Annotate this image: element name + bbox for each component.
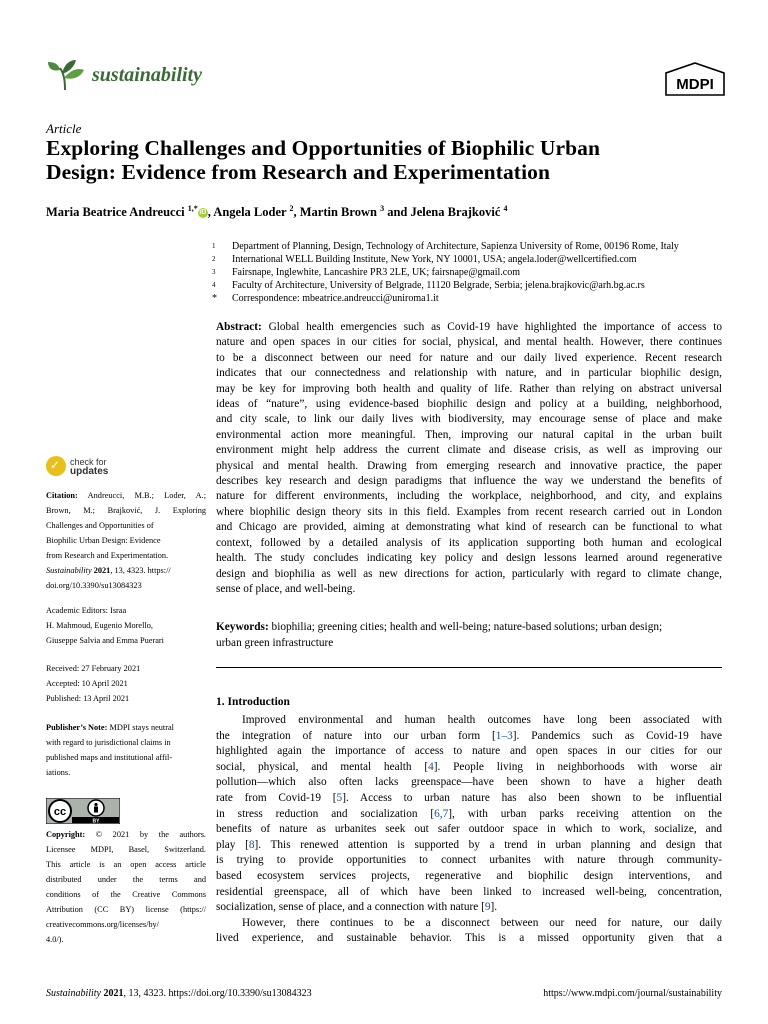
- body-text: ], with urban parks receiving attention on the: [448, 807, 722, 820]
- author-name[interactable]: Maria Beatrice Andreucci: [46, 205, 185, 220]
- copyright-label: Copyright:: [46, 830, 86, 839]
- reference-link[interactable]: 6,7: [434, 807, 449, 820]
- body-line: [216, 900, 722, 916]
- mdpi-logo-icon: [664, 62, 726, 96]
- copyright-line: [46, 827, 206, 842]
- body-text: ].: [490, 901, 498, 914]
- editors-line: H. Mahmoud, Eugenio Morello,: [46, 621, 153, 630]
- citation-block: [46, 488, 206, 593]
- body-line: Improved environmental and human health outcomes have long been associated with: [242, 714, 722, 726]
- editors-line: Giuseppe Salvia and Emma Puerari: [46, 636, 164, 645]
- body-line: [216, 791, 722, 807]
- editors-line: Academic Editors: Israa: [46, 606, 127, 615]
- abstract-line: [216, 320, 722, 335]
- abstract-line: environment might help address the current climate and disease crisis, as well as improving our: [216, 444, 722, 457]
- affiliation-item: [212, 253, 732, 266]
- affiliation-text: Fairsnape, Inglewhite, Lancashire PR3 2LE, UK; fairsnape@gmail.com: [232, 267, 521, 278]
- keywords-line: [216, 619, 722, 635]
- accepted-date: Accepted: 10 April 2021: [46, 679, 128, 688]
- body-line: pollution—which also often lacks greenspace—have been shown to have a higher death: [216, 776, 722, 789]
- note-line: with regard to jurisdictional claims in: [46, 738, 171, 747]
- copyright-line: 4.0/).: [46, 935, 64, 944]
- title-line: Design: Evidence from Research and Experimentation: [46, 160, 551, 184]
- copyright-line: conditions of the Creative Commons: [46, 890, 206, 899]
- keywords-line: urban green infrastructure: [216, 637, 334, 649]
- orcid-icon[interactable]: iD: [199, 209, 207, 217]
- mdpi-logo-text: MDPI: [676, 76, 714, 93]
- body-line: based ecosystem services projects, regenerative and biophilic design interventions, and: [216, 869, 722, 882]
- citation-text: Andreucci, M.B.; Loder, A.;: [77, 491, 206, 500]
- citation-journal: Sustainability: [46, 566, 92, 575]
- copyright-text: © 2021 by the authors.: [85, 830, 206, 839]
- author-name[interactable]: and Jelena Brajković: [384, 205, 501, 220]
- author-affiliation: 2: [289, 204, 294, 213]
- keywords: [216, 619, 722, 651]
- abstract-line: and city scale, to link our daily lives with biodiversity, may encourage sense of place and make: [216, 413, 722, 426]
- abstract-line: design and biophilia as well as new directions for action, particularly with regard to climate change,: [216, 567, 722, 580]
- citation-line: Challenges and Opportunities of: [46, 521, 154, 530]
- publisher-note: [46, 720, 206, 780]
- abstract-line: physical and mental health. Drawing from emerging research and innovative practice, the paper: [216, 459, 722, 472]
- note-line: iations.: [46, 768, 71, 777]
- copyright-line: This article is an open access article: [46, 860, 206, 869]
- keywords-label: Keywords:: [216, 621, 269, 633]
- abstract-text: Global health emergencies such as Covid-19 have highlighted the importance of access to: [261, 321, 722, 333]
- paper-title: [46, 136, 736, 184]
- title-line: Exploring Challenges and Opportunities of Biophilic Urban: [46, 136, 601, 160]
- body-text: ]. This renewed attention is supported by a trend in urban planning and design that: [254, 838, 722, 851]
- abstract-label: Abstract:: [216, 321, 262, 333]
- citation-line: from Research and Experimentation.: [46, 551, 169, 560]
- abstract-line: where biophilic design theory sits in this field. Examples from recent research carried out in London: [216, 505, 722, 518]
- author-affiliation: 4: [503, 204, 508, 213]
- affiliation-item: [212, 279, 732, 292]
- body-text: ]. Pandemics such as Covid-19 have: [512, 729, 722, 742]
- by-badge-text: BY: [92, 818, 100, 824]
- body-text: ]. People living in neighborhoods with worse air: [433, 760, 722, 773]
- body-line: lived experience, and sustainable behavior. This is a missed opportunity given that a: [216, 932, 722, 945]
- affiliation-number: *: [212, 293, 217, 304]
- citation-doi-link[interactable]: doi.org/10.3390/su13084323: [46, 581, 142, 590]
- affiliation-item: [212, 292, 732, 305]
- body-text: the integration of nature into our urban form [: [216, 729, 496, 742]
- section-divider: [216, 667, 722, 668]
- body-line: highlighted again the importance of access to nature and open spaces in our cities for our: [216, 745, 722, 758]
- abstract-line: environmental action more meaningful. Then, improving our natural capital in the urban built: [216, 428, 722, 441]
- affiliation-text: Faculty of Architecture, University of Belgrade, 11120 Belgrade, Serbia; jelena.brajkovic@arh.bg.ac.rs: [232, 280, 645, 291]
- footer-journal-url[interactable]: https://www.mdpi.com/journal/sustainability: [543, 988, 722, 999]
- affiliation-text: Department of Planning, Design, Technology of Architecture, Sapienza University of Rome, 00196 Rome, Italy: [232, 241, 679, 252]
- keywords-text: biophilia; greening cities; health and well-being; nature-based solutions; urban design;: [268, 621, 663, 633]
- cc-by-license-icon[interactable]: [46, 798, 120, 824]
- citation-line: [46, 488, 206, 503]
- copyright-line: Attribution (CC BY) license (https://: [46, 905, 206, 914]
- affiliation-number: 3: [212, 268, 216, 276]
- note-text: MDPI stays neutral: [107, 723, 174, 732]
- affiliation-item: [212, 240, 732, 253]
- note-line: published maps and institutional affil-: [46, 753, 173, 762]
- body-line: benefits of nature as urbanites seek out safer outdoor space in which to work, socialize, and: [216, 823, 722, 836]
- reference-link[interactable]: 1–3: [495, 729, 513, 742]
- abstract-line: context, followed by a detailed analysis of its application supporting both human and ecological: [216, 536, 722, 549]
- author-name[interactable]: , Martin Brown: [293, 205, 377, 220]
- body-line: [216, 729, 722, 745]
- citation-line: Brown, M.; Brajković, J. Exploring: [46, 506, 206, 515]
- journal-name: sustainability: [92, 64, 203, 86]
- body-line: is trying to provide opportunities to connect urbanites with nature through community-: [216, 854, 722, 867]
- reference-link[interactable]: 5: [336, 791, 343, 804]
- abstract-line: describes key research and design paradigms that influence the way we understand the benefits of: [216, 475, 722, 488]
- footer-journal: Sustainability: [46, 988, 101, 999]
- body-line: However, there continues to be a disconnect between our need for nature, our daily: [242, 916, 722, 929]
- citation-line: [46, 563, 206, 578]
- journal-logo-icon: [46, 58, 86, 92]
- abstract: [216, 320, 722, 597]
- abstract-line: sense of place, and well-being.: [216, 582, 356, 595]
- abstract-line: indicates that our connectedness and relationship with nature, and in particular biophilic design,: [216, 367, 722, 380]
- body-line: [216, 838, 722, 854]
- reference-link[interactable]: 4: [428, 760, 434, 773]
- footer-doi[interactable]: , 13, 4323. https://doi.org/10.3390/su13084323: [123, 988, 312, 999]
- check-updates-icon: ✓: [46, 456, 66, 476]
- check-updates-text: updates: [70, 466, 109, 477]
- publication-dates: [46, 661, 206, 706]
- copyright-line: distributed under the terms and: [46, 875, 206, 884]
- affiliation-item: [212, 266, 732, 279]
- academic-editors: [46, 603, 206, 648]
- citation-year: 2021: [91, 566, 111, 575]
- copyright-line: Licensee MDPI, Basel, Switzerland.: [46, 845, 206, 854]
- correspondence-text[interactable]: Correspondence: mbeatrice.andreucci@uniroma1.it: [232, 293, 439, 304]
- abstract-line: to be a disconnect between our need for nature and our daily lived experience. Recent research: [216, 351, 722, 364]
- check-for-updates-badge[interactable]: [46, 456, 126, 480]
- note-line: [46, 720, 206, 735]
- citation-line: Biophilic Urban Design: Evidence: [46, 536, 161, 545]
- citation-text: , 13, 4323. https://: [110, 566, 171, 575]
- author-affiliation: 3: [380, 204, 385, 213]
- section-heading: 1. Introduction: [216, 696, 290, 708]
- abstract-line: and Chicago are provided, aiming at demonstrating what kind of research can be functional to what: [216, 521, 722, 534]
- affiliation-number: 4: [212, 281, 216, 289]
- affiliation-number: 2: [212, 255, 216, 263]
- license-link[interactable]: creativecommons.org/licenses/by/: [46, 920, 159, 929]
- article-type: Article: [46, 121, 82, 136]
- affiliations: [212, 240, 732, 305]
- abstract-line: nature for different environments, including the workplace, neighborhood, and city, and explains: [216, 490, 722, 503]
- body-line: [216, 760, 722, 776]
- body-line: residential greenspace, all of which have been linked to increased well-being, concentration,: [216, 885, 722, 898]
- body-text: play [: [216, 838, 249, 851]
- citation-label: Citation:: [46, 491, 78, 500]
- abstract-line: ideas of “nature”, using evidence-based biophilic design and policy at a building, neighborhood,: [216, 398, 722, 411]
- body-text: socialization, sense of place, and a connection with nature [: [216, 901, 485, 914]
- body-text: social, physical, and mental health [: [216, 760, 429, 773]
- note-label: Publisher’s Note:: [46, 723, 108, 732]
- introduction-body: [216, 713, 722, 947]
- abstract-line: nature and open spaces in our cities for social, physical, and mental health. However, there continues: [216, 336, 722, 349]
- reference-link[interactable]: 8: [248, 838, 255, 851]
- affiliation-number: 1: [212, 242, 216, 250]
- copyright-block: [46, 827, 206, 947]
- body-text: ]. Access to urban nature has also been shown to be influential: [342, 791, 722, 804]
- abstract-line: may be key for improving both health and quality of life. Rather than relying on abstract universal: [216, 382, 722, 395]
- affiliation-text: International WELL Building Institute, New York, NY 10001, USA; angela.loder@wellcertified.com: [232, 254, 637, 265]
- footer-citation: [46, 988, 312, 999]
- abstract-line: health. The study concludes indicating key policy and design lessons learned around regenerative: [216, 552, 722, 565]
- cc-badge-text: cc: [53, 806, 67, 818]
- body-line: [216, 807, 722, 823]
- body-text: rate from Covid-19 [: [216, 791, 337, 804]
- author-name[interactable]: , Angela Loder: [207, 205, 287, 220]
- check-updates-text: check for: [70, 457, 107, 467]
- footer-year: 2021: [101, 988, 124, 999]
- author-affiliation: 1,*: [187, 204, 198, 213]
- received-date: Received: 27 February 2021: [46, 664, 141, 673]
- body-text: in stress reduction and socialization [: [216, 807, 435, 820]
- published-date: Published: 13 April 2021: [46, 694, 130, 703]
- author-list: [46, 204, 508, 220]
- reference-link[interactable]: 9: [484, 901, 491, 914]
